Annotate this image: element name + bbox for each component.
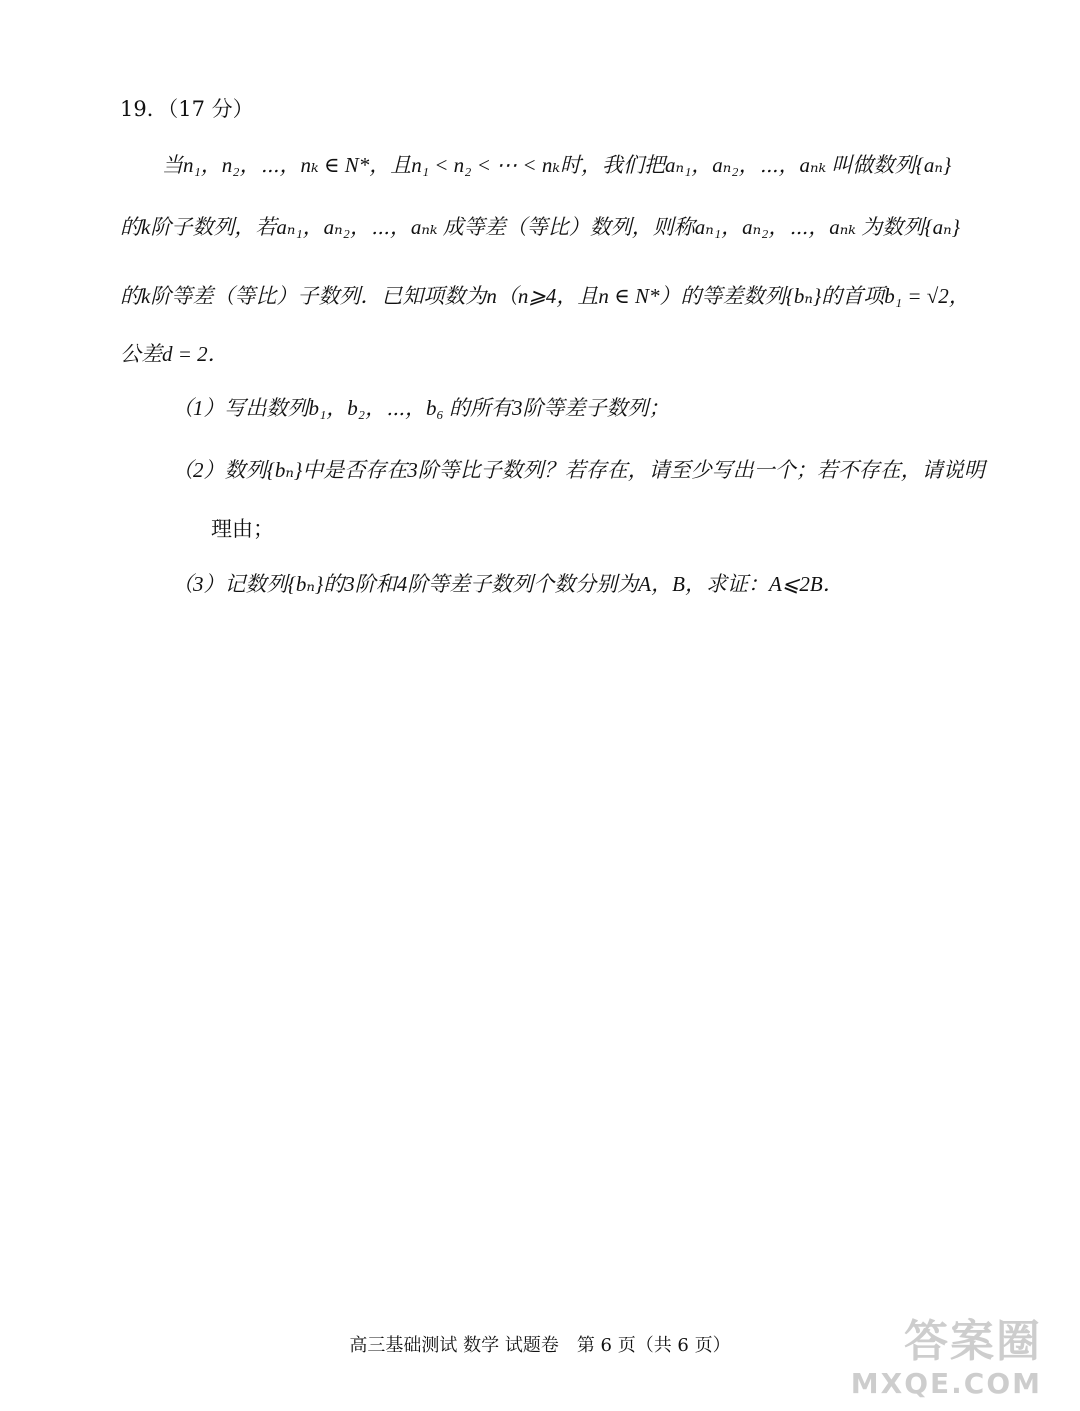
watermark-logo — [850, 1305, 1042, 1400]
page-footer: 高三基础测试 数学 试题卷 第 6 页（共 6 页） — [349, 1335, 731, 1356]
subquestion-1: （1）写出数列b₁，b₂，⋯，b₆ 的所有3阶等差子数列； — [172, 396, 670, 420]
question-paragraph-1: 当n₁，n₂，⋯，nₖ ∈ N*，且n₁ < n₂ < ⋯ < nₖ时，我们把aₙ₁，aₙ₂，⋯，aₙₖ 叫做数列{aₙ} — [162, 153, 952, 177]
watermark-bottom-text: MXQE.COM — [850, 1367, 1042, 1400]
watermark-top-text: 答案圈 — [904, 1316, 1042, 1367]
question-paragraph-3: 的k阶等差（等比）子数列．已知项数为n（n⩾4，且n ∈ N*）的等差数列{bₙ}的首项b₁ = √2， — [120, 284, 970, 308]
subquestion-2-line-1: （2）数列{bₙ}中是否存在3阶等比子数列？若存在，请至少写出一个；若不存在，请说明 — [172, 458, 985, 482]
question-paragraph-4: 公差d = 2． — [120, 342, 229, 366]
question-number: 19．（17 分） — [120, 97, 254, 121]
subquestion-3: （3）记数列{bₙ}的3阶和4阶等差子数列个数分别为A，B，求证：A⩽2B． — [172, 572, 844, 596]
subquestion-2-line-2: 理由； — [211, 517, 274, 541]
question-paragraph-2: 的k阶子数列，若aₙ₁，aₙ₂，⋯，aₙₖ 成等差（等比）数列，则称aₙ₁，aₙ₂，⋯，aₙₖ 为数列{aₙ} — [120, 215, 961, 239]
